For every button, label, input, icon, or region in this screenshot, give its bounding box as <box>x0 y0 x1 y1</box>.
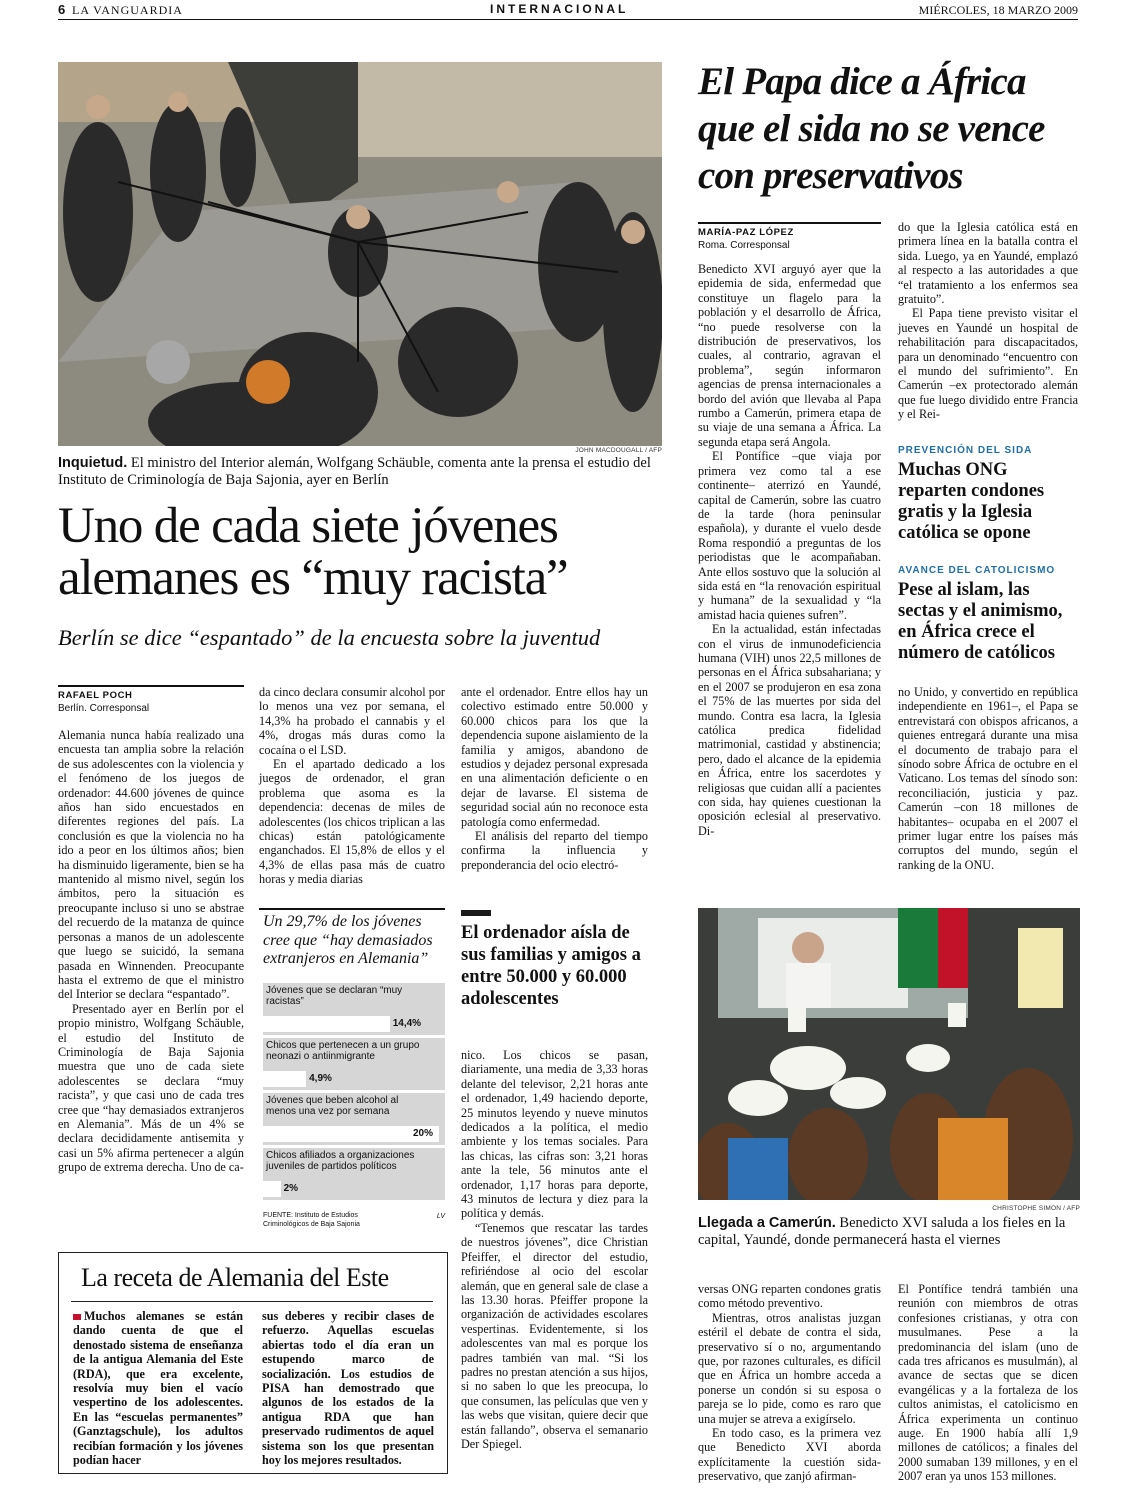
byline-rule <box>58 685 244 687</box>
infographic-top-rule <box>259 908 445 910</box>
side-story-column-1 <box>461 1048 648 1451</box>
pope-col3-para: no Unido, y convertido en república independiente en 1961–, el Papa se entrevistará con obispos africanos, a quienes entregará durante una misa el documento de trabajo para el sínodo sobre África de octubre en el Vaticano. Los temas del sínodo son: reconciliación, justicia y paz. Camerún –con 18 millones de habitantes– ocupaba en el 2007 el primer lugar entre los países más corruptos del mundo, según el ranking de la ONU. <box>898 685 1078 872</box>
infographic-bar <box>263 1071 306 1087</box>
main-col3-para: El análisis del reparto del tiempo confirma la influencia y preponderancia del ocio electró- <box>461 829 648 872</box>
main-col1-para: Alemania nunca había realizado una encuesta tan amplia sobre la relación de sus adolescentes con la violencia y el fenómeno de los juegos de ordenador: 44.600 jóvenes de quince años han sido encuestados en diferentes regiones del país. La conclusión es que la violencia no ha ido a peor en los últimos años; bien ha disminuido ligeramente, bien se ha mantenido al mismo nivel, según los ámbitos, pero la situación es preocupante incluso si uno se abstrae del recuerdo de la matanza de quince personas a manos de un adolescente que luego se suicidó, la semana pasada en Winnenden. Preocupante hasta el extremo de que el ministro del Interior se declara “espantado”. <box>58 728 244 1002</box>
main-column-1 <box>58 728 244 1175</box>
pope-bottom-col1-para: En todo caso, es la primera vez que Benedicto XVI aborda explícitamente la cuestión sida-preservativo, que zanjó afirman- <box>698 1426 881 1484</box>
section-name: INTERNACIONAL <box>490 2 629 16</box>
infographic-row-value: 14,4% <box>392 1018 422 1029</box>
pope-bottom-col1-para: versas ONG reparten condones gratis como método preventivo. <box>698 1282 881 1311</box>
page-header <box>58 0 1078 20</box>
infographic-row-value: 20% <box>413 1128 434 1139</box>
box-col1-text: Muchos alemanes se están dando cuenta de que el denostado sistema de enseñanza de la antigua Alemania del Este (RDA), que era excelente, resolvía muy bien el vacío vespertino de los adolescentes. En las “escuelas permanentes” (Ganztagschule), los adultos recibían formación y los jóvenes podían hacer <box>73 1309 243 1468</box>
infographic-row-label: Jóvenes que beben alcohol al menos una vez por semana <box>266 1095 399 1117</box>
pope-byline-name: MARÍA-PAZ LÓPEZ <box>698 227 794 238</box>
pope-arrival-photo <box>698 908 1080 1200</box>
header-rule <box>58 19 1078 20</box>
infographic-row <box>263 1038 445 1090</box>
infographic-row <box>263 983 445 1035</box>
main-headline: Uno de cada siete jóvenes alemanes es “muy racista” <box>58 498 568 606</box>
box-col1-para <box>73 1309 243 1467</box>
pope-photo-caption <box>698 1215 1080 1249</box>
box-title: La receta de Alemania del Este <box>81 1263 389 1292</box>
subhead-catholicism: Pese al islam, las sectas y el animismo, en África crece el número de católicos <box>898 580 1063 663</box>
infographic-source: FUENTE: Instituto de Estudios Criminológicos de Baja Sajonia <box>263 1212 360 1228</box>
main-column-3 <box>461 685 648 872</box>
pope-byline-rule <box>698 222 881 224</box>
pope-col1-para: El Pontífice –que viaja por primera vez como tal a ese continente– aterrizó en Yaundé, capital de Camerún, sobre las cuatro de la tarde (hora peninsular española), y durante el vuelo desde Roma respondió a preguntas de los periodistas que le acompañaban. Ante ellos sostuvo que la solución al sida está en “la renovación espiritual y humana” de la sexualidad y “la amistad hacia quienes sufren”. <box>698 449 881 622</box>
photo-credit: JOHN MACDOUGALL / AFP <box>575 447 662 454</box>
caption-text: El ministro del Interior alemán, Wolfgang Schäuble, comenta ante la prensa el estudio del Instituto de Criminología de Baja Sajonia, ayer en Berlín <box>58 455 651 488</box>
box-column-1 <box>73 1309 243 1467</box>
infographic-row-label: Chicos afiliados a organizaciones juveniles de partidos políticos <box>266 1150 415 1172</box>
kicker-catholicism: AVANCE DEL CATOLICISMO <box>898 565 1056 576</box>
main-byline-name: RAFAEL POCH <box>58 690 133 701</box>
pope-caption-lead: Llegada a Camerún. <box>698 1215 836 1231</box>
pope-photo-credit: CHRISTOPHE SIMON / AFP <box>992 1205 1080 1212</box>
infographic-row-label: Jóvenes que se declaran “muy racistas” <box>266 985 403 1007</box>
infographic-row-value: 4,9% <box>309 1073 332 1084</box>
side-story-rule <box>461 910 491 916</box>
infographic-row-label: Chicos que pertenecen a un grupo neonazi o antiinmigrante <box>266 1040 420 1062</box>
box-marker-icon <box>73 1314 81 1320</box>
subhead-prevention: Muchas ONG reparten condones gratis y la Iglesia católica se opone <box>898 460 1045 543</box>
box-column-2 <box>262 1309 434 1467</box>
pope-bottom-col1-para: Mientras, otros analistas juzgan estéril el debate de contra el sida, preservativo sí o no, argumentando que, por razones culturales, es difícil que en África un hombre acceda a ponerse un condón si su esposa o pareja se lo pide, como es raro que una mujer se atreva a exigírselo. <box>698 1310 881 1426</box>
infographic-row <box>263 1148 445 1200</box>
pope-caption-text: Benedicto XVI saluda a los fieles en la capital, Yaundé, donde permanecerá hasta el viernes <box>698 1215 1066 1248</box>
east-germany-box <box>58 1252 448 1474</box>
page-number: 6 <box>58 2 66 17</box>
pope-bottom-col2-para: El Pontífice tendrá también una reunión con miembros de otras confesiones cristianas, y otra con musulmanes. Pese a la predominancia del islam (uno de cada tres africanos es musulmán), al avance de sectas que se dicen evangélicas y a la fortaleza de los cultos animistas, el catolicismo en África experimenta un continuo auge. En 1900 había allí 1,9 millones de católicos; a finales del 2000 sumaban 139 millones, y en el 2007 eran ya unos 153 millones. <box>898 1282 1078 1484</box>
infographic-bar <box>263 1016 390 1032</box>
main-col3-para: ante el ordenador. Entre ellos hay un colectivo estimado entre 50.000 y 60.000 chicos para los que la dependencia supone aislamiento de la familia y amigos, abandono de estudios y dejadez personal expresada en una alimentación deficiente o en dejar de lavarse. El sistema de seguridad social aún no reconoce esta patología como enfermedad. <box>461 685 648 829</box>
infographic-row-value: 2% <box>283 1183 299 1194</box>
press-conference-illustration <box>58 62 662 446</box>
box-title-rule <box>71 1301 433 1302</box>
page-date: MIÉRCOLES, 18 MARZO 2009 <box>918 3 1078 17</box>
pope-column-3 <box>898 685 1078 872</box>
pope-arrival-illustration <box>698 908 1080 1200</box>
pope-bottom-column-2 <box>898 1282 1078 1484</box>
pope-headline: El Papa dice a África que el sida no se vence con preservativos <box>698 60 1045 197</box>
press-conference-photo <box>58 62 662 446</box>
pope-byline-place: Roma. Corresponsal <box>698 240 790 251</box>
main-column-2 <box>259 685 445 887</box>
infographic-chart-area <box>263 983 445 1208</box>
side-col-para: nico. Los chicos se pasan, diariamente, una media de 3,33 horas delante del televisor, 2,21 horas ante el ordenador, 1,49 haciendo deporte, 25 minutos leyendo y nueve minutos dedicados a la política, el medio ambiente y los temas sociales. Para las chicas, las cifras son: 3,21 horas ante la tele, 56 minutos ante el ordenador, 1,17 horas para deporte, 43 minutos de lectura y diez para la política y demás. <box>461 1048 648 1221</box>
kicker-prevention: PREVENCIÓN DEL SIDA <box>898 445 1033 456</box>
infographic <box>259 908 445 1230</box>
pope-col1-para: En la actualidad, están infectadas con el virus de inmunodeficiencia humana (VIH) unos 22,5 millones de personas en el África subsahariana; y en el 2007 se produjeron en esa zona el 75% de las muertes por sida del mundo. Contra esa lacra, la Iglesia católica predica fidelidad matrimonial, castidad y abstinencia; pero, dado el alcance de la epidemia en África, entre los sacerdotes y religiosas que cuidan allí a pacientes con sida, hay quienes cuestionan la oposición eclesial al preservativo. Di- <box>698 622 881 838</box>
main-byline-place: Berlín. Corresponsal <box>58 703 150 714</box>
infographic-agency: LV <box>436 1213 445 1220</box>
main-col2-para: En el apartado dedicado a los juegos de ordenador, el gran problema que asoma es la dependencia: decenas de miles de adolescentes (los chicos triplican a las chicas) están patológicamente enganchados. El 15,8% de ellos y el 4,3% de ellas pasa más de cuatro horas y media diarias <box>259 757 445 887</box>
pope-col1-para: Benedicto XVI arguyó ayer que la epidemia de sida, enfermedad que constituye un flagelo para la población y el desarrollo de África, “no puede resolverse con la distribución de preservativos, los cuales, al contrario, agravan el problema”, según informaron agencias de prensa internacionales a bordo del avión que llevaba al Papa rumbo a Camerún, primera etapa de su viaje de una semana a África. La segunda etapa será Angola. <box>698 262 881 449</box>
side-story-headline: El ordenador aísla de sus familias y amigos a entre 50.000 y 60.000 adolescentes <box>461 923 641 1009</box>
main-col1-para: Presentado ayer en Berlín por el propio ministro, Wolfgang Schäuble, el estudio del Instituto de Criminología de Baja Sajonia muestra que uno de cada siete adolescentes se declara “muy racista”, y que casi uno de cada tres cree que “hay demasiados extranjeros en Alemania”. Más de un 4% se declara decididamente antisemita y casi un 5% afirma pertenecer a algún grupo de extrema derecha. Uno de ca- <box>58 1001 244 1175</box>
pope-column-1 <box>698 262 881 838</box>
side-col-para: “Tenemos que rescatar las tardes de nuestros jóvenes”, dice Christian Pfeiffer, el director del estudio, refiriéndose al ocio del escolar alemán, que en general sale de clase a las 13.30 horas. Pfeiffer propone la organización de actividades escolares vespertinas. Evidentemente, si los adolescentes van mal es porque los padres también van mal. “Si los padres no prestan atención a sus hijos, si no saben lo que les preocupa, lo que consumen, las películas que ven y las webs que visitan, quiere decir que están fallando”, observa el semanario Der Spiegel. <box>461 1220 648 1451</box>
paper-name: LA VANGUARDIA <box>72 3 183 17</box>
pope-col2-para: El Papa tiene previsto visitar el jueves en Yaundé un hospital de rehabilitación para discapacitados, para un denominado “encuentro con el mundo del sufrimiento”. En Camerún –ex protectorado alemán que fue luego dividido entre Francia y el Rei- <box>898 306 1078 422</box>
infographic-row <box>263 1093 445 1145</box>
caption-lead: Inquietud. <box>58 455 128 471</box>
infographic-title: Un 29,7% de los jóvenes cree que “hay demasiados extranjeros en Alemania” <box>263 913 433 967</box>
infographic-bar <box>263 1181 281 1197</box>
pope-col2-para: do que la Iglesia católica está en primera línea en la batalla contra el sida. Luego, ya en Yaundé, emplazó al respecto a las autoridades a que “el tratamiento a los enfermos sea gratuito”. <box>898 220 1078 307</box>
main-subheadline: Berlín se dice “espantado” de la encuesta sobre la juventud <box>58 625 601 650</box>
photo-caption <box>58 455 662 489</box>
pope-bottom-column-1 <box>698 1282 881 1484</box>
main-col2-para: da cinco declara consumir alcohol por lo menos una vez por semana, el 14,3% ha probado el cannabis y el 4%, drogas más duras como la cocaína o el LSD. <box>259 685 445 757</box>
box-col2-text: sus deberes y recibir clases de refuerzo. Aquellas escuelas abiertas todo el día eran un estupendo marco de socialización. Los estudios de PISA han demostrado que algunos de los estados de la antigua RDA que han preservado rudimentos de aquel sistema son los que presentan hoy los mejores resultados. <box>262 1309 434 1468</box>
pope-column-2 <box>898 220 1078 422</box>
